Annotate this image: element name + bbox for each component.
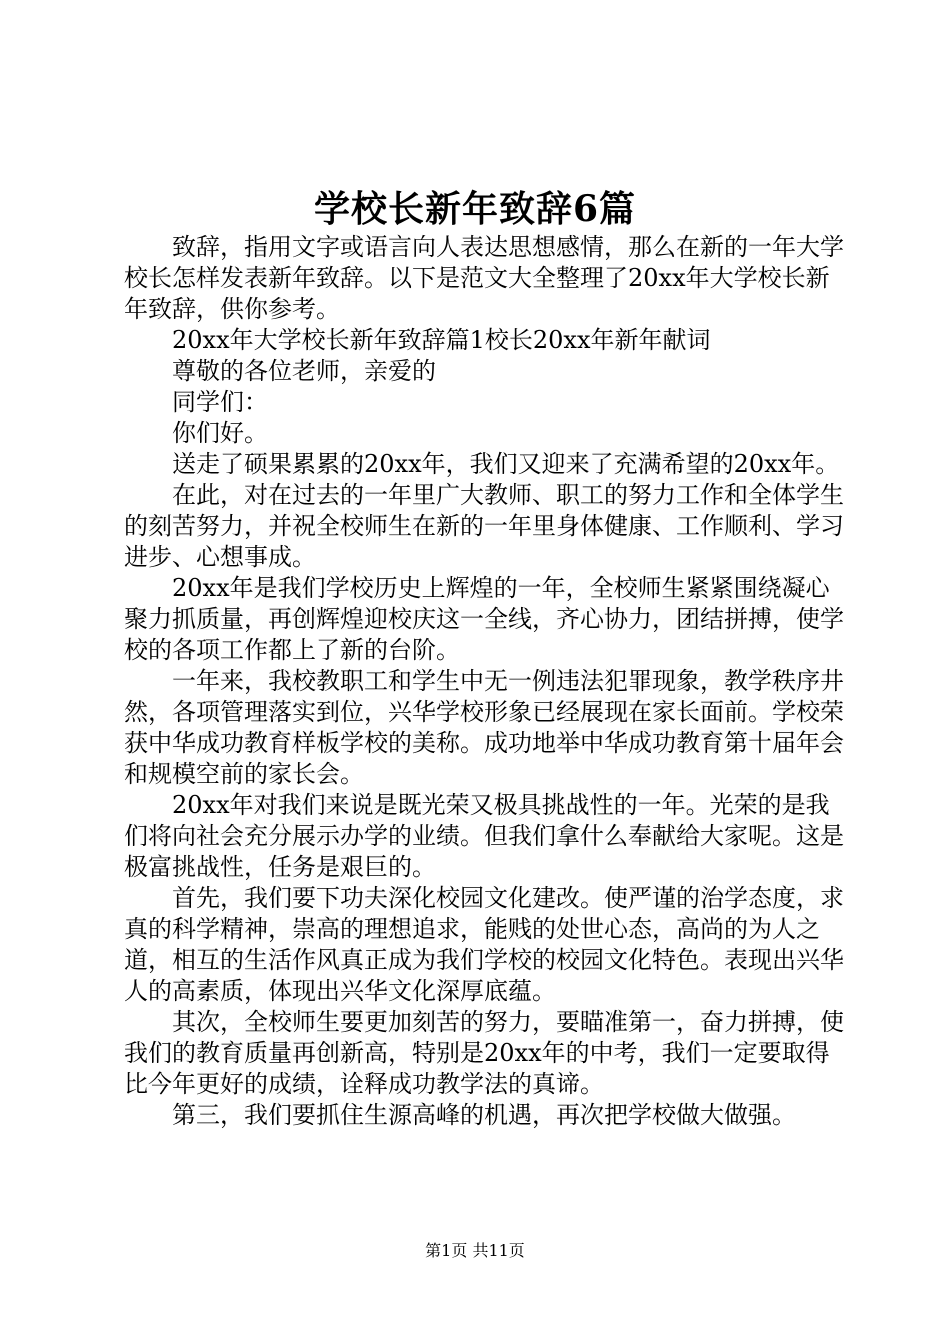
page-footer: 第1页 共11页 [425, 1241, 525, 1260]
paragraph-challenge: 20xx年对我们来说是既光荣又极具挑战性的一年。光荣的是我们将向社会充分展示办学的业绩。但我们拿什么奉献给大家呢。这是极富挑战性，任务是艰巨的。 [124, 791, 844, 881]
paragraph-first: 首先，我们要下功夫深化校园文化建改。使严谨的治学态度，求真的科学精神，崇高的理想追求，能贱的处世心态，高尚的为人之道，相互的生活作风真正成为我们学校的校园文化特色。表现出兴华人的高素质，体现出兴华文化深厚底蕴。 [124, 884, 844, 1005]
paragraph-third: 第三，我们要抓住生源高峰的机遇，再次把学校做大做强。 [172, 1101, 796, 1129]
paragraph-achievements: 一年来，我校教职工和学生中无一例违法犯罪现象，教学秩序井然，各项管理落实到位，兴华学校形象已经展现在家长面前。学校荣获中华成功教育样板学校的美称。成功地举中华成功教育第十届年会和规模空前的家长会。 [124, 667, 844, 788]
document-body [124, 232, 844, 1131]
paragraph-salutation-students: 同学们： [172, 388, 268, 416]
paragraph-glorious-year: 20xx年是我们学校历史上辉煌的一年，全校师生紧紧围绕凝心聚力抓质量，再创辉煌迎校庆这一全线，齐心协力，团结拼搏，使学校的各项工作都上了新的台阶。 [124, 574, 844, 664]
paragraph-thanks: 在此，对在过去的一年里广大教师、职工的努力工作和全体学生的刻苦努力，并祝全校师生在新的一年里身体健康、工作顺利、学习进步、心想事成。 [124, 481, 844, 571]
paragraph-greeting: 你们好。 [172, 419, 268, 447]
paragraph-farewell-year: 送走了硕果累累的20xx年，我们又迎来了充满希望的20xx年。 [172, 450, 840, 478]
paragraph-salutation: 尊敬的各位老师，亲爱的 [172, 357, 436, 385]
paragraph-second: 其次，全校师生要更加刻苦的努力，要瞄准第一，奋力拼搏，使我们的教育质量再创新高，特别是20xx年的中考，我们一定要取得比今年更好的成绩，诠释成功教学法的真谛。 [124, 1008, 844, 1098]
paragraph-intro: 致辞，指用文字或语言向人表达思想感情，那么在新的一年大学校长怎样发表新年致辞。以下是范文大全整理了20xx年大学校长新年致辞，供你参考。 [124, 233, 844, 323]
paragraph-heading-article-1: 20xx年大学校长新年致辞篇1校长20xx年新年献词 [172, 326, 711, 354]
page-title: 学校长新年致辞6篇 [313, 188, 637, 230]
